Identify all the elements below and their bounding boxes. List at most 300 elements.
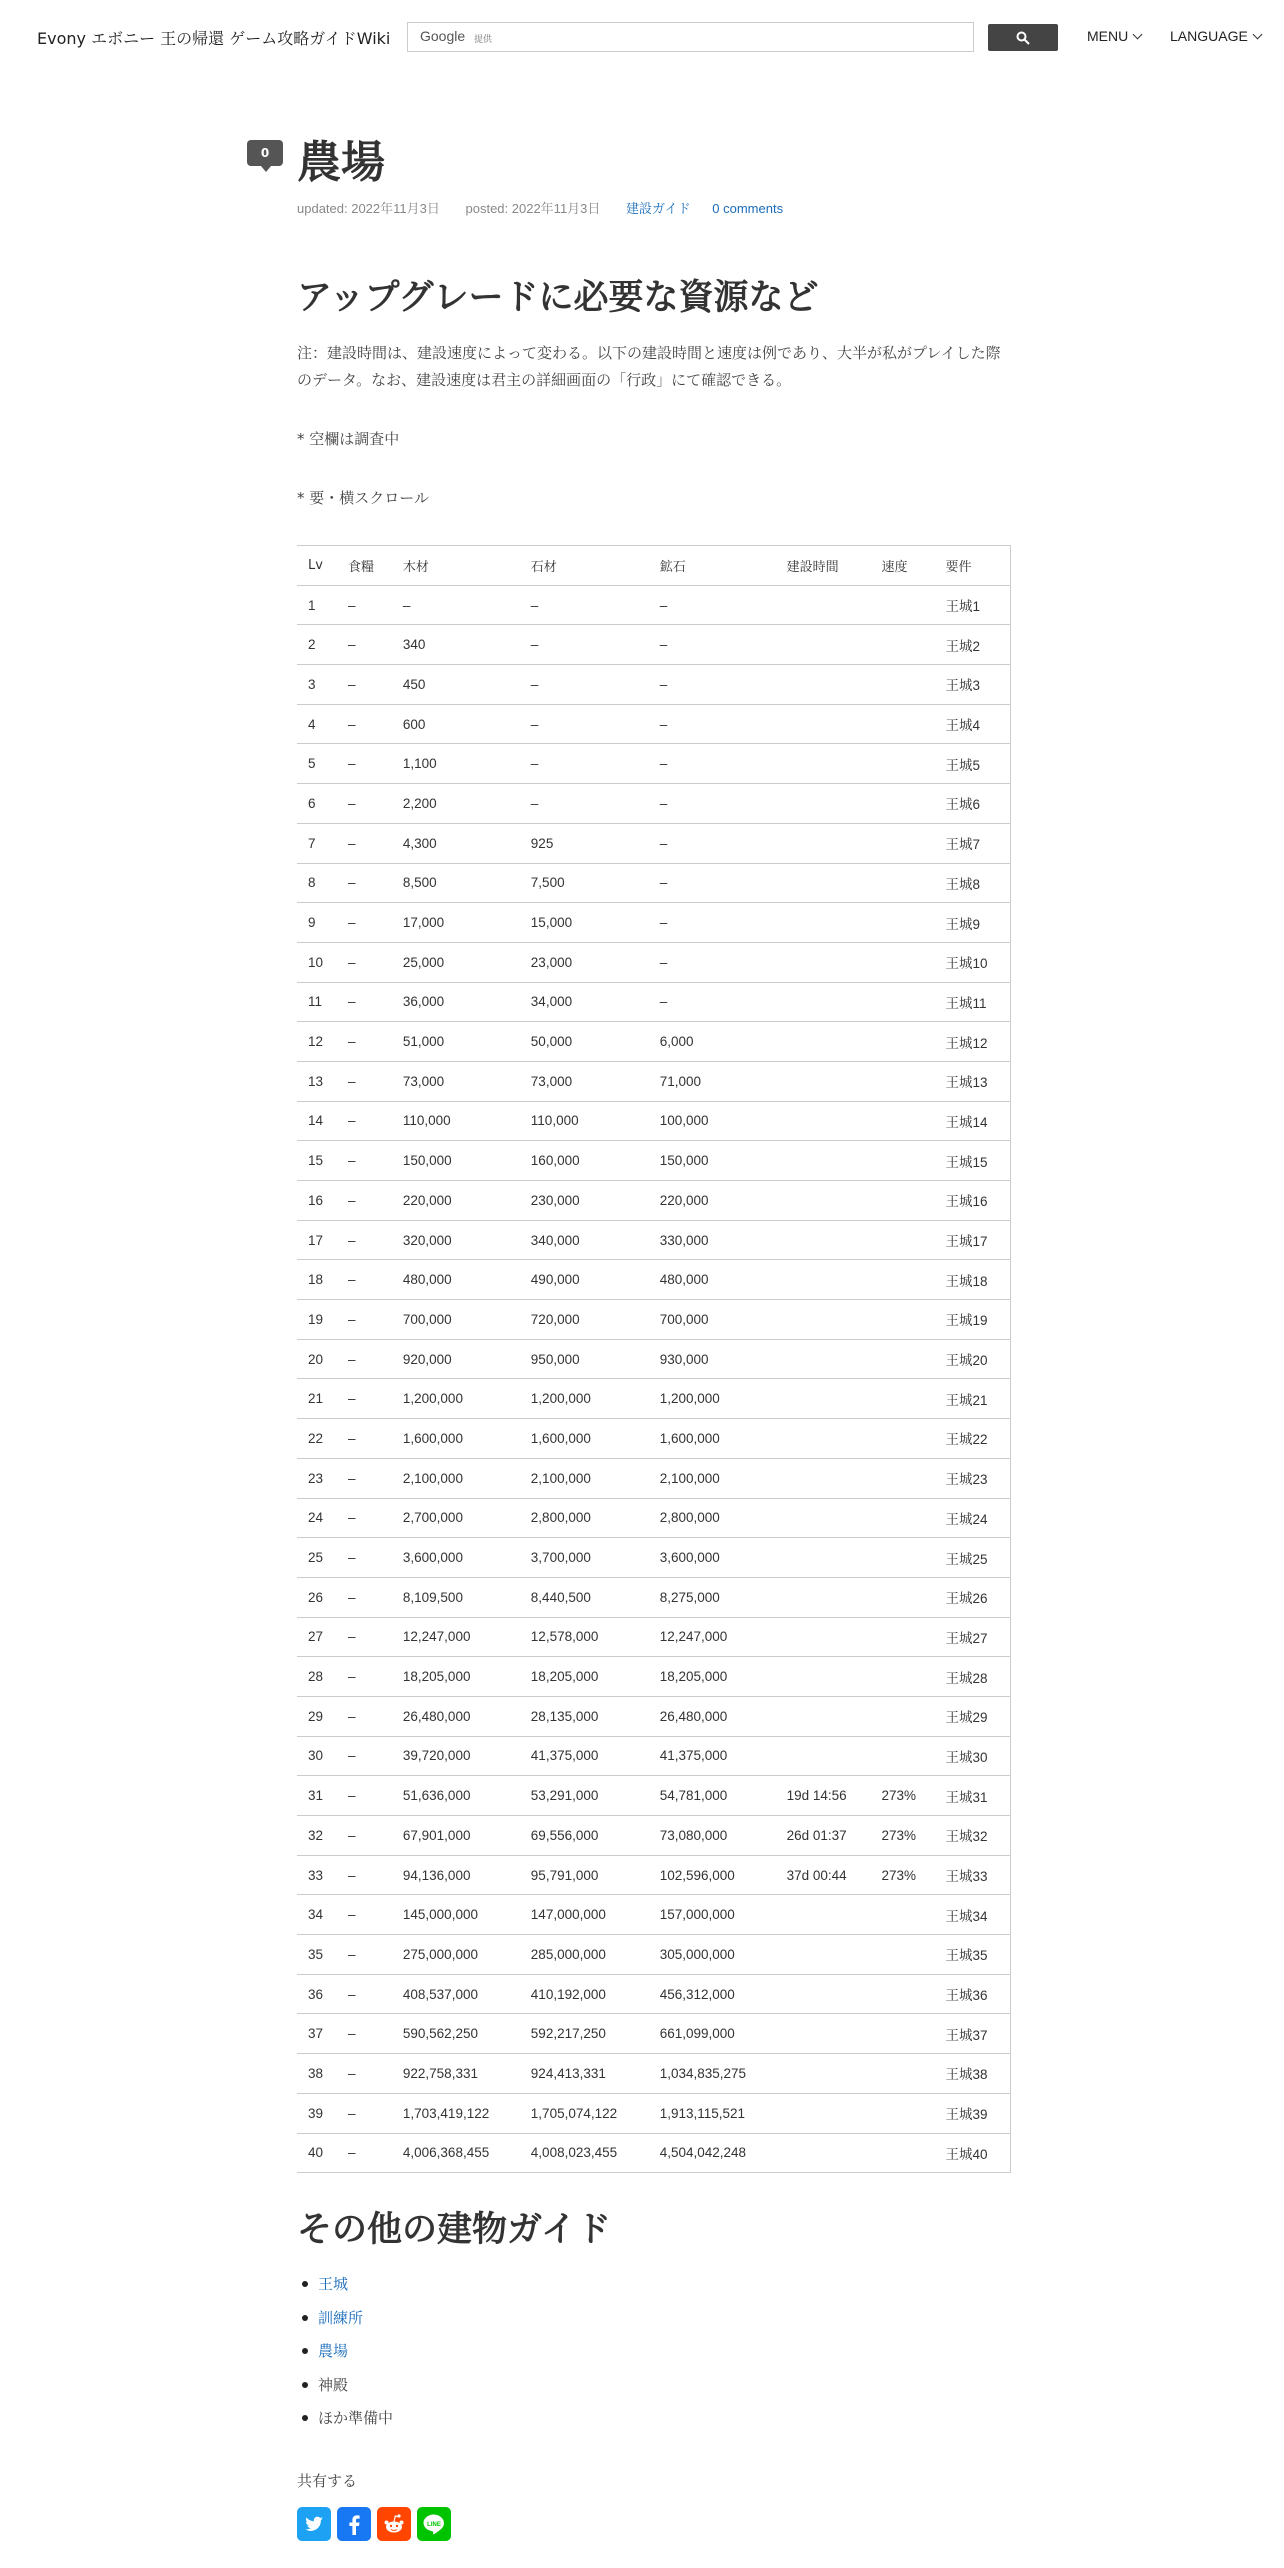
cell-wood: 1,200,000 <box>392 1379 520 1419</box>
cell-level: 14 <box>297 1101 337 1141</box>
cell-wood: 73,000 <box>392 1061 520 1101</box>
cell-food: – <box>337 1617 392 1657</box>
cell-level: 9 <box>297 903 337 943</box>
cell-speed <box>871 744 935 784</box>
cell-speed <box>871 1657 935 1697</box>
table-row <box>297 1141 1011 1181</box>
cell-wood: 94,136,000 <box>392 1855 520 1895</box>
cell-stone: 53,291,000 <box>520 1776 649 1816</box>
cell-food: – <box>337 1498 392 1538</box>
cell-build-time <box>776 1022 871 1062</box>
cell-level: 7 <box>297 823 337 863</box>
cell-level: 36 <box>297 1974 337 2014</box>
cell-level: 19 <box>297 1300 337 1340</box>
share-twitter-button[interactable] <box>297 2507 331 2541</box>
cell-build-time <box>776 665 871 705</box>
cell-wood: – <box>392 585 520 625</box>
cell-ore: 2,100,000 <box>649 1458 776 1498</box>
cell-requirement: 王城21 <box>934 1379 1010 1419</box>
cell-food: – <box>337 1736 392 1776</box>
cell-food: – <box>337 1657 392 1697</box>
cell-speed <box>871 2014 935 2054</box>
search-input[interactable] <box>407 22 974 52</box>
cell-requirement: 王城28 <box>934 1657 1010 1697</box>
chevron-down-icon <box>1133 30 1143 40</box>
menu-dropdown[interactable] <box>1087 28 1141 44</box>
cell-speed <box>871 625 935 665</box>
page-title: 農場 <box>297 137 385 188</box>
cell-level: 11 <box>297 982 337 1022</box>
building-guide-list <box>318 2273 393 2441</box>
cell-build-time <box>776 625 871 665</box>
cell-level: 39 <box>297 2093 337 2133</box>
cell-ore: – <box>649 863 776 903</box>
cell-stone: 41,375,000 <box>520 1736 649 1776</box>
cell-wood: 920,000 <box>392 1339 520 1379</box>
cell-food: – <box>337 1339 392 1379</box>
cell-requirement: 王城24 <box>934 1498 1010 1538</box>
cell-wood: 1,600,000 <box>392 1419 520 1459</box>
cell-level: 25 <box>297 1538 337 1578</box>
cell-food: – <box>337 704 392 744</box>
cell-build-time <box>776 1300 871 1340</box>
cell-ore: 1,600,000 <box>649 1419 776 1459</box>
guide-link-castle[interactable]: 王城 <box>318 2275 349 2293</box>
cell-requirement: 王城1 <box>934 585 1010 625</box>
cell-level: 17 <box>297 1220 337 1260</box>
table-row <box>297 1061 1011 1101</box>
cell-level: 31 <box>297 1776 337 1816</box>
cell-wood: 700,000 <box>392 1300 520 1340</box>
cell-wood: 340 <box>392 625 520 665</box>
cell-speed <box>871 585 935 625</box>
cell-build-time <box>776 744 871 784</box>
cell-wood: 590,562,250 <box>392 2014 520 2054</box>
cell-wood: 8,500 <box>392 863 520 903</box>
cell-build-time <box>776 942 871 982</box>
cell-build-time: 26d 01:37 <box>776 1816 871 1856</box>
cell-level: 10 <box>297 942 337 982</box>
cell-wood: 922,758,331 <box>392 2054 520 2094</box>
cell-wood: 2,700,000 <box>392 1498 520 1538</box>
table-row <box>297 1657 1011 1697</box>
table-row <box>297 1339 1011 1379</box>
cell-speed <box>871 784 935 824</box>
table-row <box>297 1974 1011 2014</box>
guide-text-temple: 神殿 <box>318 2375 349 2394</box>
cell-stone: 73,000 <box>520 1061 649 1101</box>
cell-food: – <box>337 823 392 863</box>
cell-wood: 2,200 <box>392 784 520 824</box>
cell-wood: 408,537,000 <box>392 1974 520 2014</box>
cell-level: 8 <box>297 863 337 903</box>
cell-wood: 67,901,000 <box>392 1816 520 1856</box>
cell-ore: 220,000 <box>649 1181 776 1221</box>
cell-food: – <box>337 982 392 1022</box>
cell-ore: – <box>649 823 776 863</box>
cell-level: 12 <box>297 1022 337 1062</box>
cell-wood: 450 <box>392 665 520 705</box>
cell-stone: 69,556,000 <box>520 1816 649 1856</box>
table-row <box>297 625 1011 665</box>
cell-ore: 700,000 <box>649 1300 776 1340</box>
cell-requirement: 王城7 <box>934 823 1010 863</box>
cell-wood: 51,000 <box>392 1022 520 1062</box>
cell-stone: 3,700,000 <box>520 1538 649 1578</box>
cell-requirement: 王城38 <box>934 2054 1010 2094</box>
cell-food: – <box>337 1935 392 1975</box>
cell-build-time <box>776 585 871 625</box>
cell-requirement: 王城11 <box>934 982 1010 1022</box>
cell-build-time <box>776 1339 871 1379</box>
cell-food: – <box>337 744 392 784</box>
cell-food: – <box>337 1061 392 1101</box>
table-row <box>297 1220 1011 1260</box>
cell-speed <box>871 1300 935 1340</box>
comment-count-badge[interactable]: 0 <box>247 140 283 166</box>
cell-stone: 7,500 <box>520 863 649 903</box>
cell-build-time <box>776 823 871 863</box>
cell-wood: 110,000 <box>392 1101 520 1141</box>
cell-speed <box>871 2133 935 2173</box>
google-brand-label: Google <box>420 28 466 44</box>
col-header-stone: 石材 <box>520 546 649 586</box>
cell-wood: 26,480,000 <box>392 1696 520 1736</box>
cell-speed: 273% <box>871 1816 935 1856</box>
cell-ore: 1,200,000 <box>649 1379 776 1419</box>
cell-requirement: 王城4 <box>934 704 1010 744</box>
cell-stone: 924,413,331 <box>520 2054 649 2094</box>
table-row <box>297 2054 1011 2094</box>
table-row <box>297 982 1011 1022</box>
cell-stone: 50,000 <box>520 1022 649 1062</box>
cell-wood: 51,636,000 <box>392 1776 520 1816</box>
cell-ore: 54,781,000 <box>649 1776 776 1816</box>
col-header-speed: 速度 <box>871 546 935 586</box>
cell-level: 28 <box>297 1657 337 1697</box>
cell-speed <box>871 1935 935 1975</box>
cell-requirement: 王城17 <box>934 1220 1010 1260</box>
cell-speed <box>871 1061 935 1101</box>
cell-ore: – <box>649 784 776 824</box>
cell-build-time <box>776 1657 871 1697</box>
cell-ore: 1,913,115,521 <box>649 2093 776 2133</box>
cell-build-time <box>776 863 871 903</box>
cell-stone: 23,000 <box>520 942 649 982</box>
cell-level: 3 <box>297 665 337 705</box>
cell-requirement: 王城32 <box>934 1816 1010 1856</box>
cell-stone: 230,000 <box>520 1181 649 1221</box>
site-title-link[interactable]: Evony エボニー 王の帰還 ゲーム攻略ガイドWiki <box>37 29 391 48</box>
cell-wood: 2,100,000 <box>392 1458 520 1498</box>
construction-note: 注：建設時間は、建設速度によって変わる。以下の建設時間と速度は例であり、大半が私がプレイした際のデータ。なお、建設速度は君主の詳細画面の「行政」にて確認できる。 <box>297 344 1001 389</box>
cell-speed <box>871 1498 935 1538</box>
cell-stone: 15,000 <box>520 903 649 943</box>
table-row <box>297 665 1011 705</box>
cell-food: – <box>337 1300 392 1340</box>
cell-stone: 720,000 <box>520 1300 649 1340</box>
list-item <box>318 2340 393 2374</box>
table-row <box>297 2014 1011 2054</box>
cell-food: – <box>337 1974 392 2014</box>
cell-level: 34 <box>297 1895 337 1935</box>
cell-stone: 285,000,000 <box>520 1935 649 1975</box>
cell-food: – <box>337 1101 392 1141</box>
cell-level: 15 <box>297 1141 337 1181</box>
cell-ore: 480,000 <box>649 1260 776 1300</box>
cell-ore: 661,099,000 <box>649 2014 776 2054</box>
col-header-requirement: 要件 <box>934 546 1010 586</box>
cell-speed: 273% <box>871 1776 935 1816</box>
cell-stone: 925 <box>520 823 649 863</box>
cell-ore: 12,247,000 <box>649 1617 776 1657</box>
cell-level: 30 <box>297 1736 337 1776</box>
cell-wood: 4,006,368,455 <box>392 2133 520 2173</box>
cell-stone: 950,000 <box>520 1339 649 1379</box>
cell-level: 13 <box>297 1061 337 1101</box>
list-item <box>318 2307 393 2341</box>
cell-speed <box>871 2093 935 2133</box>
cell-food: – <box>337 665 392 705</box>
cell-ore: 71,000 <box>649 1061 776 1101</box>
cell-build-time <box>776 1577 871 1617</box>
cell-requirement: 王城29 <box>934 1696 1010 1736</box>
facebook-icon <box>337 2507 371 2541</box>
cell-build-time <box>776 903 871 943</box>
cell-ore: 157,000,000 <box>649 1895 776 1935</box>
cell-speed <box>871 1181 935 1221</box>
cell-stone: 2,800,000 <box>520 1498 649 1538</box>
cell-level: 32 <box>297 1816 337 1856</box>
cell-wood: 25,000 <box>392 942 520 982</box>
guide-text-upcoming: ほか準備中 <box>318 2409 394 2427</box>
cell-speed <box>871 863 935 903</box>
cell-ore: – <box>649 625 776 665</box>
cell-food: – <box>337 1577 392 1617</box>
guide-link-training[interactable]: 訓練所 <box>318 2308 364 2327</box>
cell-speed <box>871 1379 935 1419</box>
guide-link-farm[interactable]: 農場 <box>318 2342 349 2360</box>
cell-stone: – <box>520 585 649 625</box>
cell-level: 33 <box>297 1855 337 1895</box>
cell-food: – <box>337 1419 392 1459</box>
cell-requirement: 王城22 <box>934 1419 1010 1459</box>
table-row <box>297 1538 1011 1578</box>
cell-speed <box>871 1260 935 1300</box>
cell-stone: – <box>520 784 649 824</box>
cell-ore: – <box>649 665 776 705</box>
cell-food: – <box>337 1458 392 1498</box>
site-header <box>0 0 1284 72</box>
cell-stone: 34,000 <box>520 982 649 1022</box>
table-row <box>297 1300 1011 1340</box>
table-row <box>297 1181 1011 1221</box>
table-row <box>297 1260 1011 1300</box>
cell-wood: 4,300 <box>392 823 520 863</box>
cell-build-time <box>776 982 871 1022</box>
cell-wood: 3,600,000 <box>392 1538 520 1578</box>
table-row <box>297 1816 1011 1856</box>
cell-requirement: 王城35 <box>934 1935 1010 1975</box>
cell-ore: 102,596,000 <box>649 1855 776 1895</box>
cell-wood: 275,000,000 <box>392 1935 520 1975</box>
cell-level: 23 <box>297 1458 337 1498</box>
cell-build-time <box>776 1101 871 1141</box>
cell-stone: – <box>520 704 649 744</box>
cell-build-time <box>776 2054 871 2094</box>
cell-requirement: 王城5 <box>934 744 1010 784</box>
chevron-down-icon <box>1252 30 1262 40</box>
col-header-build-time: 建設時間 <box>776 546 871 586</box>
cell-speed <box>871 1101 935 1141</box>
table-row <box>297 1895 1011 1935</box>
cell-build-time <box>776 1974 871 2014</box>
cell-ore: 1,034,835,275 <box>649 2054 776 2094</box>
share-label: 共有する <box>297 2472 358 2490</box>
cell-requirement: 王城27 <box>934 1617 1010 1657</box>
posted-date: posted: 2022年11月3日 <box>465 201 601 216</box>
cell-wood: 12,247,000 <box>392 1617 520 1657</box>
cell-requirement: 王城19 <box>934 1300 1010 1340</box>
table-row <box>297 2093 1011 2133</box>
cell-wood: 600 <box>392 704 520 744</box>
language-dropdown[interactable] <box>1170 28 1261 44</box>
google-provided-label: 提供 <box>474 35 493 45</box>
cell-level: 6 <box>297 784 337 824</box>
cell-speed <box>871 982 935 1022</box>
cell-requirement: 王城40 <box>934 2133 1010 2173</box>
cell-speed <box>871 704 935 744</box>
cell-requirement: 王城37 <box>934 2014 1010 2054</box>
category-link[interactable]: 建設ガイド <box>626 201 691 216</box>
cell-food: – <box>337 1141 392 1181</box>
cell-food: – <box>337 1220 392 1260</box>
cell-level: 21 <box>297 1379 337 1419</box>
cell-stone: 110,000 <box>520 1101 649 1141</box>
cell-level: 37 <box>297 2014 337 2054</box>
cell-stone: – <box>520 625 649 665</box>
cell-ore: 73,080,000 <box>649 1816 776 1856</box>
cell-ore: 26,480,000 <box>649 1696 776 1736</box>
cell-speed <box>871 823 935 863</box>
table-row <box>297 1577 1011 1617</box>
cell-food: – <box>337 784 392 824</box>
cell-stone: 1,705,074,122 <box>520 2093 649 2133</box>
cell-stone: 28,135,000 <box>520 1696 649 1736</box>
comments-link[interactable]: 0 comments <box>712 201 784 216</box>
cell-ore: 41,375,000 <box>649 1736 776 1776</box>
cell-requirement: 王城26 <box>934 1577 1010 1617</box>
cell-requirement: 王城12 <box>934 1022 1010 1062</box>
cell-food: – <box>337 863 392 903</box>
cell-level: 26 <box>297 1577 337 1617</box>
cell-level: 22 <box>297 1419 337 1459</box>
cell-food: – <box>337 2093 392 2133</box>
cell-food: – <box>337 903 392 943</box>
cell-stone: 18,205,000 <box>520 1657 649 1697</box>
col-header-ore: 鉱石 <box>649 546 776 586</box>
cell-stone: 12,578,000 <box>520 1617 649 1657</box>
cell-wood: 220,000 <box>392 1181 520 1221</box>
cell-ore: – <box>649 982 776 1022</box>
cell-build-time <box>776 2093 871 2133</box>
table-row <box>297 823 1011 863</box>
cell-speed <box>871 942 935 982</box>
line-icon <box>417 2507 451 2541</box>
cell-speed <box>871 1617 935 1657</box>
cell-wood: 320,000 <box>392 1220 520 1260</box>
section-heading-upgrade: アップグレードに必要な資源など <box>297 278 819 318</box>
cell-speed <box>871 1895 935 1935</box>
cell-requirement: 王城14 <box>934 1101 1010 1141</box>
cell-speed <box>871 1577 935 1617</box>
cell-food: – <box>337 1776 392 1816</box>
table-row <box>297 1101 1011 1141</box>
cell-requirement: 王城8 <box>934 863 1010 903</box>
table-row <box>297 744 1011 784</box>
cell-requirement: 王城23 <box>934 1458 1010 1498</box>
table-row <box>297 903 1011 943</box>
col-header-food: 食糧 <box>337 546 392 586</box>
cell-build-time <box>776 1220 871 1260</box>
cell-level: 2 <box>297 625 337 665</box>
cell-level: 4 <box>297 704 337 744</box>
cell-wood: 39,720,000 <box>392 1736 520 1776</box>
table-row <box>297 942 1011 982</box>
cell-requirement: 王城2 <box>934 625 1010 665</box>
cell-build-time <box>776 1935 871 1975</box>
cell-speed <box>871 1141 935 1181</box>
cell-speed <box>871 903 935 943</box>
table-row <box>297 1419 1011 1459</box>
cell-ore: 100,000 <box>649 1101 776 1141</box>
table-body <box>297 585 1011 2173</box>
table-row <box>297 704 1011 744</box>
share-facebook-button[interactable] <box>337 2507 371 2541</box>
cell-requirement: 王城34 <box>934 1895 1010 1935</box>
cell-level: 5 <box>297 744 337 784</box>
cell-build-time <box>776 1260 871 1300</box>
cell-stone: 2,100,000 <box>520 1458 649 1498</box>
cell-speed <box>871 1339 935 1379</box>
table-row <box>297 784 1011 824</box>
section-heading-other-buildings: その他の建物ガイド <box>297 2210 611 2250</box>
cell-stone: – <box>520 744 649 784</box>
table-row <box>297 1935 1011 1975</box>
cell-build-time <box>776 1458 871 1498</box>
cell-stone: 8,440,500 <box>520 1577 649 1617</box>
cell-food: – <box>337 942 392 982</box>
cell-level: 20 <box>297 1339 337 1379</box>
cell-requirement: 王城16 <box>934 1181 1010 1221</box>
cell-food: – <box>337 2054 392 2094</box>
cell-ore: – <box>649 942 776 982</box>
cell-food: – <box>337 1379 392 1419</box>
cell-wood: 1,100 <box>392 744 520 784</box>
search-button[interactable] <box>988 24 1058 51</box>
cell-speed: 273% <box>871 1855 935 1895</box>
share-line-button[interactable] <box>417 2507 451 2541</box>
share-reddit-button[interactable] <box>377 2507 411 2541</box>
cell-requirement: 王城39 <box>934 2093 1010 2133</box>
cell-level: 1 <box>297 585 337 625</box>
cell-ore: – <box>649 704 776 744</box>
cell-food: – <box>337 2014 392 2054</box>
svg-text:LINE: LINE <box>427 2522 441 2528</box>
cell-speed <box>871 1736 935 1776</box>
cell-build-time <box>776 1379 871 1419</box>
cell-wood: 18,205,000 <box>392 1657 520 1697</box>
